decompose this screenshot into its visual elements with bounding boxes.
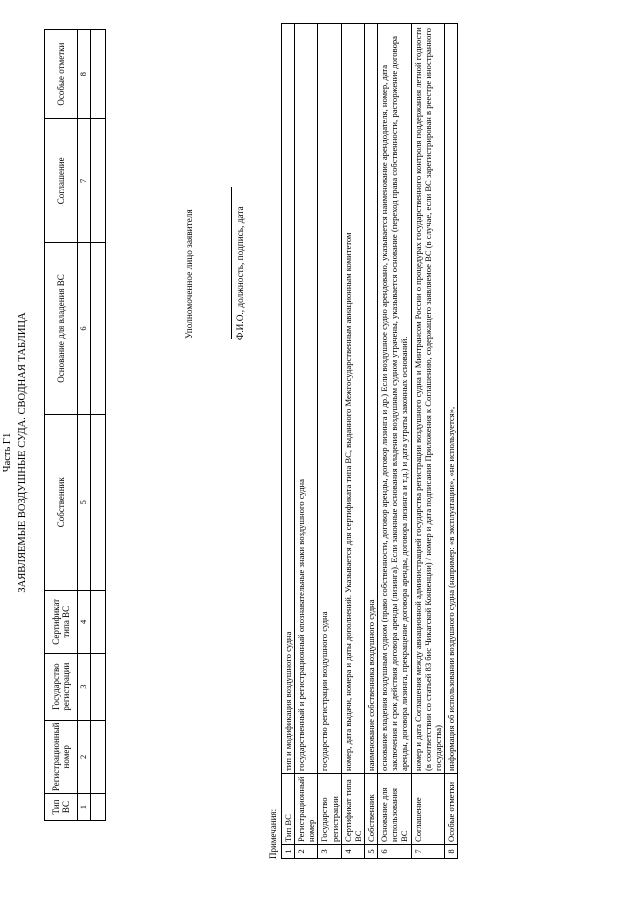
notes-row-number: 5 — [364, 845, 377, 859]
col-header-ownership-basis: Основание для владения ВС — [45, 243, 78, 414]
col-header-aircraft-type: Тип ВС — [45, 794, 78, 821]
notes-row-field: Тип ВС — [282, 774, 295, 845]
notes-row — [378, 24, 411, 859]
notes-row-description: государство регистрации воздушного судна — [318, 24, 341, 774]
notes-row — [364, 24, 377, 859]
notes-row — [282, 24, 295, 859]
col-header-owner: Собственник — [45, 414, 78, 590]
col-header-type-certificate: Сертификат типа ВС — [45, 590, 78, 653]
empty-cell — [90, 119, 105, 243]
notes-row-number: 2 — [295, 845, 318, 859]
column-number: 3 — [78, 653, 91, 720]
part-label: Часть Г1 — [2, 432, 13, 473]
notes-title: Примечания: — [268, 808, 278, 859]
column-number: 4 — [78, 590, 91, 653]
notes-table — [281, 23, 458, 859]
empty-cell — [90, 653, 105, 720]
notes-row-description: государственный и регистрационный опознавательные знаки воздушного судна — [295, 24, 318, 774]
notes-row-number: 3 — [318, 845, 341, 859]
notes-row-number: 4 — [341, 845, 364, 859]
col-header-special-notes: Особые отметки — [45, 30, 78, 119]
signature-caption: Ф.И.О., должность, подпись, дата — [236, 206, 246, 340]
notes-row — [341, 24, 364, 859]
column-number: 1 — [78, 794, 91, 821]
notes-row-number: 7 — [411, 845, 444, 859]
summary-table-number-row — [78, 30, 91, 821]
col-header-registration-number: Регистрационный номер — [45, 720, 78, 794]
col-header-agreement: Соглашение — [45, 119, 78, 243]
empty-cell — [90, 414, 105, 590]
column-number: 5 — [78, 414, 91, 590]
column-number: 2 — [78, 720, 91, 794]
notes-row-number: 6 — [378, 845, 411, 859]
empty-cell — [90, 590, 105, 653]
notes-row-description: тип и модификация воздушного судна — [282, 24, 295, 774]
notes-row-number: 1 — [282, 845, 295, 859]
notes-row-field: Собственник — [364, 774, 377, 845]
notes-row-description: номер, дата выдачи, номера и даты дополнений. Указывается для сертификата типа ВС, выданного Межгосударственным авиационным комитетом — [341, 24, 364, 774]
signature-line — [231, 187, 232, 339]
summary-table-empty-row — [90, 30, 105, 821]
summary-table — [44, 29, 106, 821]
column-number: 8 — [78, 30, 91, 119]
notes-row — [318, 24, 341, 859]
signature-label: Уполномоченное лицо заявителя — [185, 209, 195, 339]
notes-row — [411, 24, 444, 859]
document-title: ЗАЯВЛЯЕМЫЕ ВОЗДУШНЫЕ СУДА. СВОДНАЯ ТАБЛИЦА — [17, 312, 28, 593]
summary-table-header-row — [45, 30, 78, 821]
notes-row-field: Соглашение — [411, 774, 444, 845]
notes-row — [444, 24, 457, 859]
notes-row-number: 8 — [444, 845, 457, 859]
notes-row-field: Особые отметки — [444, 774, 457, 845]
col-header-state-of-registration: Государство регистрации — [45, 653, 78, 720]
notes-row-description: информация об использовании воздушного судна (например: «в эксплуатации», «не используется», — [444, 24, 457, 774]
notes-row-description: основание владения воздушным судном (право собственности, договор аренды, договор лизинга и др.) Если воздушное судно арендовано, указывается наименование арендодателя, номер, дата заключения и срок действия договора аренды (лизинга). Если законные основания владения воздушным судном утрачены, указывается основание (переход права собственности, расторжение договора аренды, договора лизинга, прекращение договора аренды, договора лизинга и т.д.) и дата утраты законных оснований. — [378, 24, 411, 774]
notes-row — [295, 24, 318, 859]
notes-row-description: номер и дата Соглашения между авиационной администрацией государства регистрации воздушного судна и Минтрансом России о процедурах государственного контроля поддержания летной годности (в соответствии со статьей 83 бис Чикагской Конвенции) / номер и дата подписания Приложения к Соглашению, содержащего заявляемое ВС (в случае, если ВС зарегистрирован в реестре иностранного государства) — [411, 24, 444, 774]
notes-row-field: Основание для использования ВС — [378, 774, 411, 845]
empty-cell — [90, 30, 105, 119]
column-number: 6 — [78, 243, 91, 414]
empty-cell — [90, 720, 105, 794]
notes-row-field: Государство регистрации — [318, 774, 341, 845]
empty-cell — [90, 794, 105, 821]
notes-row-field: Сертификат типа ВС — [341, 774, 364, 845]
empty-cell — [90, 243, 105, 414]
notes-row-description: наименование собственника воздушного судна — [364, 24, 377, 774]
column-number: 7 — [78, 119, 91, 243]
notes-row-field: Регистрационный номер — [295, 774, 318, 845]
